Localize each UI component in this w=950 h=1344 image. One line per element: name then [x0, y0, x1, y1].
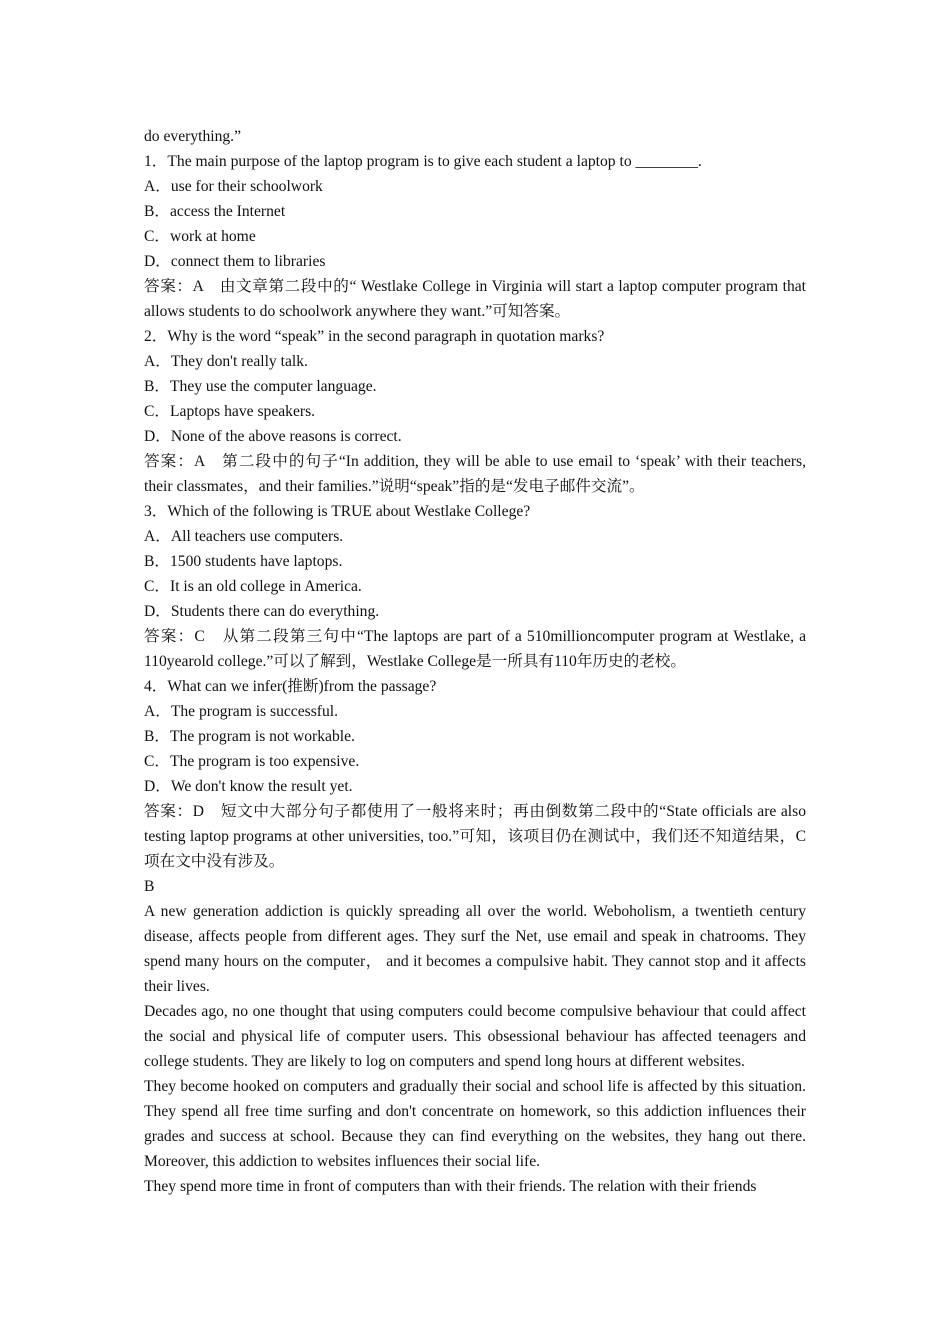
answer-explanation: 答案：A 由文章第二段中的“ Westlake College in Virginia will start a laptop computer program that allows students to do schoolwork anywhere they want.”可知答案。: [144, 278, 806, 320]
passage-paragraph: Decades ago, no one thought that using computers could become compulsive behaviour that could affect the social and physical life of computer users. This obsessional behaviour has affected teenagers and college students. They are likely to log on computers and spend long hours at different websites.: [144, 1003, 806, 1070]
answer-explanation: 答案：C 从第二段第三句中“The laptops are part of a 510millioncomputer program at Westlake, a 110yearold college.”可以了解到，Westlake College是一所具有110年历史的老校。: [144, 628, 806, 670]
passage-tail: do everything.”: [144, 128, 241, 145]
option-d: D．None of the above reasons is correct.: [144, 428, 402, 445]
option-c: C．Laptops have speakers.: [144, 403, 316, 420]
section-heading: B: [144, 878, 155, 895]
option-d: D．Students there can do everything.: [144, 603, 380, 620]
answer-explanation: 答案：A 第二段中的句子“In addition, they will be able to use email to ‘speak’ with their teachers, their classmates，and their families.”说明“speak”指的是“发电子邮件交流”。: [144, 453, 806, 495]
question-1: [144, 149, 806, 324]
option-c: C．The program is too expensive.: [144, 753, 360, 770]
document-page: [144, 124, 806, 1199]
question-stem: 1．The main purpose of the laptop program is to give each student a laptop to ________.: [144, 153, 702, 170]
question-stem: 2．Why is the word “speak” in the second paragraph in quotation marks?: [144, 328, 605, 345]
answer-explanation: 答案：D 短文中大部分句子都使用了一般将来时；再由倒数第二段中的“State officials are also testing laptop programs at other universities, too.”可知，该项目仍在测试中，我们还不知道结果，C项在文中没有涉及。: [144, 803, 806, 870]
question-stem: 4．What can we infer(推断)from the passage?: [144, 678, 437, 695]
option-a: A．The program is successful.: [144, 703, 339, 720]
section-b: [144, 874, 806, 1199]
question-3: [144, 499, 806, 674]
option-d: D．connect them to libraries: [144, 253, 326, 270]
option-a: A．They don't really talk.: [144, 353, 308, 370]
option-b: B．The program is not workable.: [144, 728, 355, 745]
passage-paragraph: They become hooked on computers and gradually their social and school life is affected by this situation. They spend all free time surfing and don't concentrate on homework, so this addiction influences their grades and success at school. Because they can find everything on the websites, they hang out there. Moreover, this addiction to websites influences their social life.: [144, 1078, 806, 1170]
option-a: A．use for their schoolwork: [144, 178, 323, 195]
question-4: [144, 674, 806, 874]
option-a: A．All teachers use computers.: [144, 528, 344, 545]
option-b: B．1500 students have laptops.: [144, 553, 343, 570]
option-b: B．access the Internet: [144, 203, 286, 220]
passage-paragraph: They spend more time in front of computers than with their friends. The relation with their friends: [144, 1178, 757, 1195]
question-stem: 3．Which of the following is TRUE about Westlake College?: [144, 503, 531, 520]
option-c: C．work at home: [144, 228, 256, 245]
option-d: D．We don't know the result yet.: [144, 778, 353, 795]
question-2: [144, 324, 806, 499]
passage-paragraph: A new generation addiction is quickly spreading all over the world. Weboholism, a twentieth century disease, affects people from different ages. They surf the Net, use email and speak in chatrooms. They spend many hours on the computer， and it becomes a compulsive habit. They cannot stop and it affects their lives.: [144, 903, 806, 995]
option-c: C．It is an old college in America.: [144, 578, 362, 595]
option-b: B．They use the computer language.: [144, 378, 377, 395]
